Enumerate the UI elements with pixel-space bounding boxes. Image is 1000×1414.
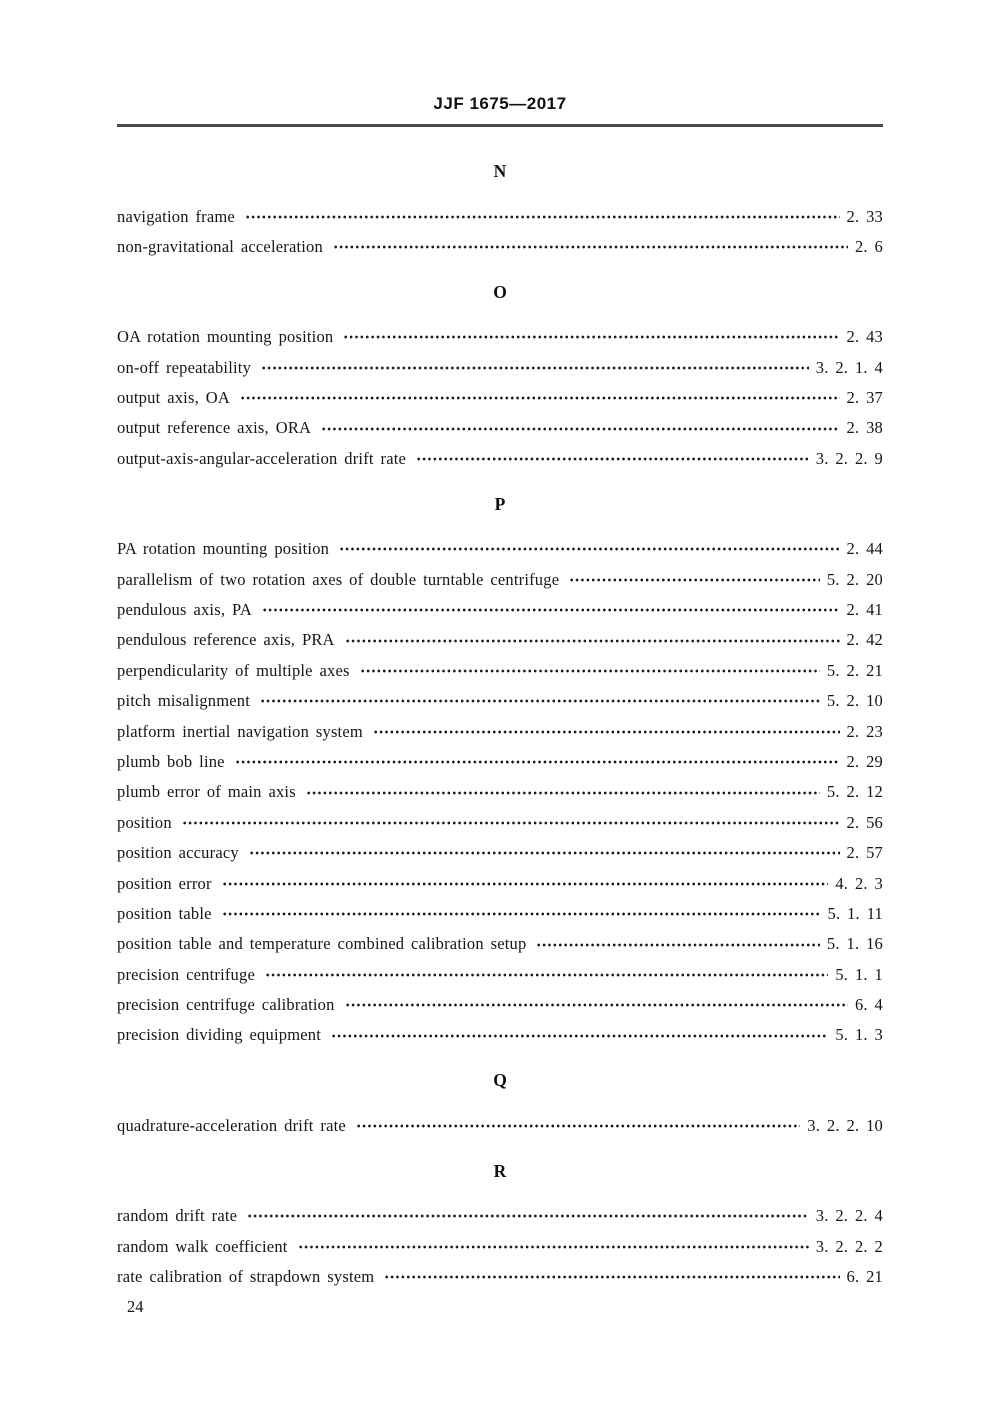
index-entry (117, 656, 883, 686)
section-letter-O: O (493, 281, 507, 302)
dot-leader (359, 666, 820, 676)
dot-leader (568, 575, 820, 585)
entry-term: OA rotation mounting position (117, 327, 334, 347)
dot-leader (355, 1121, 800, 1131)
index-entry (117, 929, 883, 959)
entry-ref: 2. 43 (846, 327, 883, 347)
entry-term: position table (117, 903, 212, 923)
dot-leader (221, 879, 829, 889)
entry-term: position error (117, 873, 212, 893)
entry-ref: 2. 42 (846, 630, 883, 650)
dot-leader (372, 727, 840, 737)
index-entry (117, 383, 883, 413)
entry-term: perpendicularity of multiple axes (117, 660, 350, 680)
dot-leader (246, 1211, 809, 1221)
index-entry (117, 899, 883, 929)
entry-ref: 5. 2. 20 (826, 569, 883, 589)
entry-ref: 2. 38 (846, 418, 883, 438)
index-entry (117, 838, 883, 868)
entry-term: position (117, 812, 172, 832)
entry-ref: 2. 6 (854, 236, 883, 256)
entry-term: rate calibration of strapdown system (117, 1267, 375, 1287)
entry-ref: 2. 56 (846, 812, 883, 832)
entry-term: precision dividing equipment (117, 1025, 321, 1045)
entry-term: plumb error of main axis (117, 782, 296, 802)
entry-ref: 2. 23 (846, 721, 883, 741)
entry-term: navigation frame (117, 206, 235, 226)
entry-term: position table and temperature combined calibration setup (117, 934, 527, 954)
entry-term: pendulous axis, PA (117, 600, 252, 620)
entry-ref: 5. 1. 11 (827, 903, 883, 923)
section-letter-R: R (493, 1160, 507, 1181)
entry-term: random drift rate (117, 1206, 238, 1226)
entry-term: output-axis-angular-acceleration drift rate (117, 448, 407, 468)
entry-ref: 6. 4 (854, 995, 883, 1015)
index-entry (117, 808, 883, 838)
index-entry (117, 1201, 883, 1231)
dot-leader (344, 1000, 848, 1010)
dot-leader (535, 940, 819, 950)
index-entry (117, 1020, 883, 1050)
dot-leader (234, 757, 840, 767)
entry-ref: 5. 2. 12 (826, 782, 883, 802)
page-content (117, 0, 883, 1322)
index-entry (117, 686, 883, 716)
entry-ref: 5. 1. 16 (826, 934, 883, 954)
entry-ref: 5. 2. 10 (826, 691, 883, 711)
index-entry (117, 534, 883, 564)
index-entry (117, 1111, 883, 1141)
dot-leader (260, 363, 809, 373)
index-entry (117, 990, 883, 1020)
dot-leader (305, 788, 820, 798)
index-entry (117, 565, 883, 595)
header-rule (117, 124, 883, 127)
dot-leader (338, 544, 839, 554)
entry-ref: 5. 1. 1 (835, 964, 883, 984)
index-entry (117, 869, 883, 899)
entry-term: platform inertial navigation system (117, 721, 363, 741)
entry-ref: 2. 29 (846, 751, 883, 771)
dot-leader (383, 1272, 839, 1282)
index-entry (117, 1232, 883, 1262)
entry-term: output reference axis, ORA (117, 418, 312, 438)
index-entry (117, 413, 883, 443)
entry-ref: 5. 1. 3 (835, 1025, 883, 1045)
entry-term: pitch misalignment (117, 691, 251, 711)
entry-term: precision centrifuge calibration (117, 995, 335, 1015)
dot-leader (330, 1031, 828, 1041)
index-entry (117, 353, 883, 383)
index-sections (117, 142, 883, 1293)
entry-ref: 5. 2. 21 (826, 660, 883, 680)
entry-ref: 3. 2. 2. 9 (815, 448, 883, 468)
entry-term: quadrature-acceleration drift rate (117, 1115, 346, 1135)
dot-leader (259, 696, 820, 706)
index-entry (117, 625, 883, 655)
index-entry (117, 717, 883, 747)
entry-term: random walk coefficient (117, 1236, 288, 1256)
document-header-title: JJF 1675—2017 (433, 94, 567, 113)
index-entry (117, 232, 883, 262)
entry-term: non-gravitational acceleration (117, 236, 323, 256)
entry-ref: 2. 57 (846, 843, 883, 863)
entry-term: PA rotation mounting position (117, 539, 330, 559)
entry-ref: 3. 2. 1. 4 (815, 357, 883, 377)
index-entry (117, 595, 883, 625)
entry-term: plumb bob line (117, 751, 225, 771)
entry-ref: 4. 2. 3 (835, 873, 883, 893)
index-entry (117, 777, 883, 807)
entry-ref: 2. 41 (846, 600, 883, 620)
dot-leader (332, 242, 848, 252)
entry-ref: 3. 2. 2. 2 (815, 1236, 883, 1256)
entry-term: parallelism of two rotation axes of double turntable centrifuge (117, 569, 560, 589)
entry-term: on-off repeatability (117, 357, 252, 377)
dot-leader (415, 454, 809, 464)
entry-ref: 6. 21 (846, 1267, 883, 1287)
entry-term: pendulous reference axis, PRA (117, 630, 335, 650)
entry-ref: 2. 33 (846, 206, 883, 226)
index-entry (117, 1262, 883, 1292)
entry-ref: 2. 44 (846, 539, 883, 559)
entry-ref: 2. 37 (846, 388, 883, 408)
index-entry (117, 202, 883, 232)
index-entry (117, 747, 883, 777)
index-entry (117, 960, 883, 990)
page-number: 24 (127, 1297, 144, 1317)
dot-leader (344, 636, 840, 646)
section-letter-P: P (494, 493, 506, 514)
index-entry (117, 444, 883, 474)
dot-leader (248, 848, 840, 858)
dot-leader (297, 1242, 809, 1252)
dot-leader (320, 424, 839, 434)
dot-leader (342, 332, 839, 342)
entry-term: precision centrifuge (117, 964, 255, 984)
entry-ref: 3. 2. 2. 4 (815, 1206, 883, 1226)
section-letter-Q: Q (493, 1070, 507, 1091)
index-entry (117, 322, 883, 352)
dot-leader (221, 909, 821, 919)
dot-leader (239, 393, 840, 403)
dot-leader (244, 212, 840, 222)
dot-leader (181, 818, 840, 828)
entry-term: position accuracy (117, 843, 239, 863)
entry-ref: 3. 2. 2. 10 (807, 1115, 883, 1135)
dot-leader (264, 970, 828, 980)
entry-term: output axis, OA (117, 388, 230, 408)
section-letter-N: N (493, 161, 507, 181)
dot-leader (261, 605, 840, 615)
